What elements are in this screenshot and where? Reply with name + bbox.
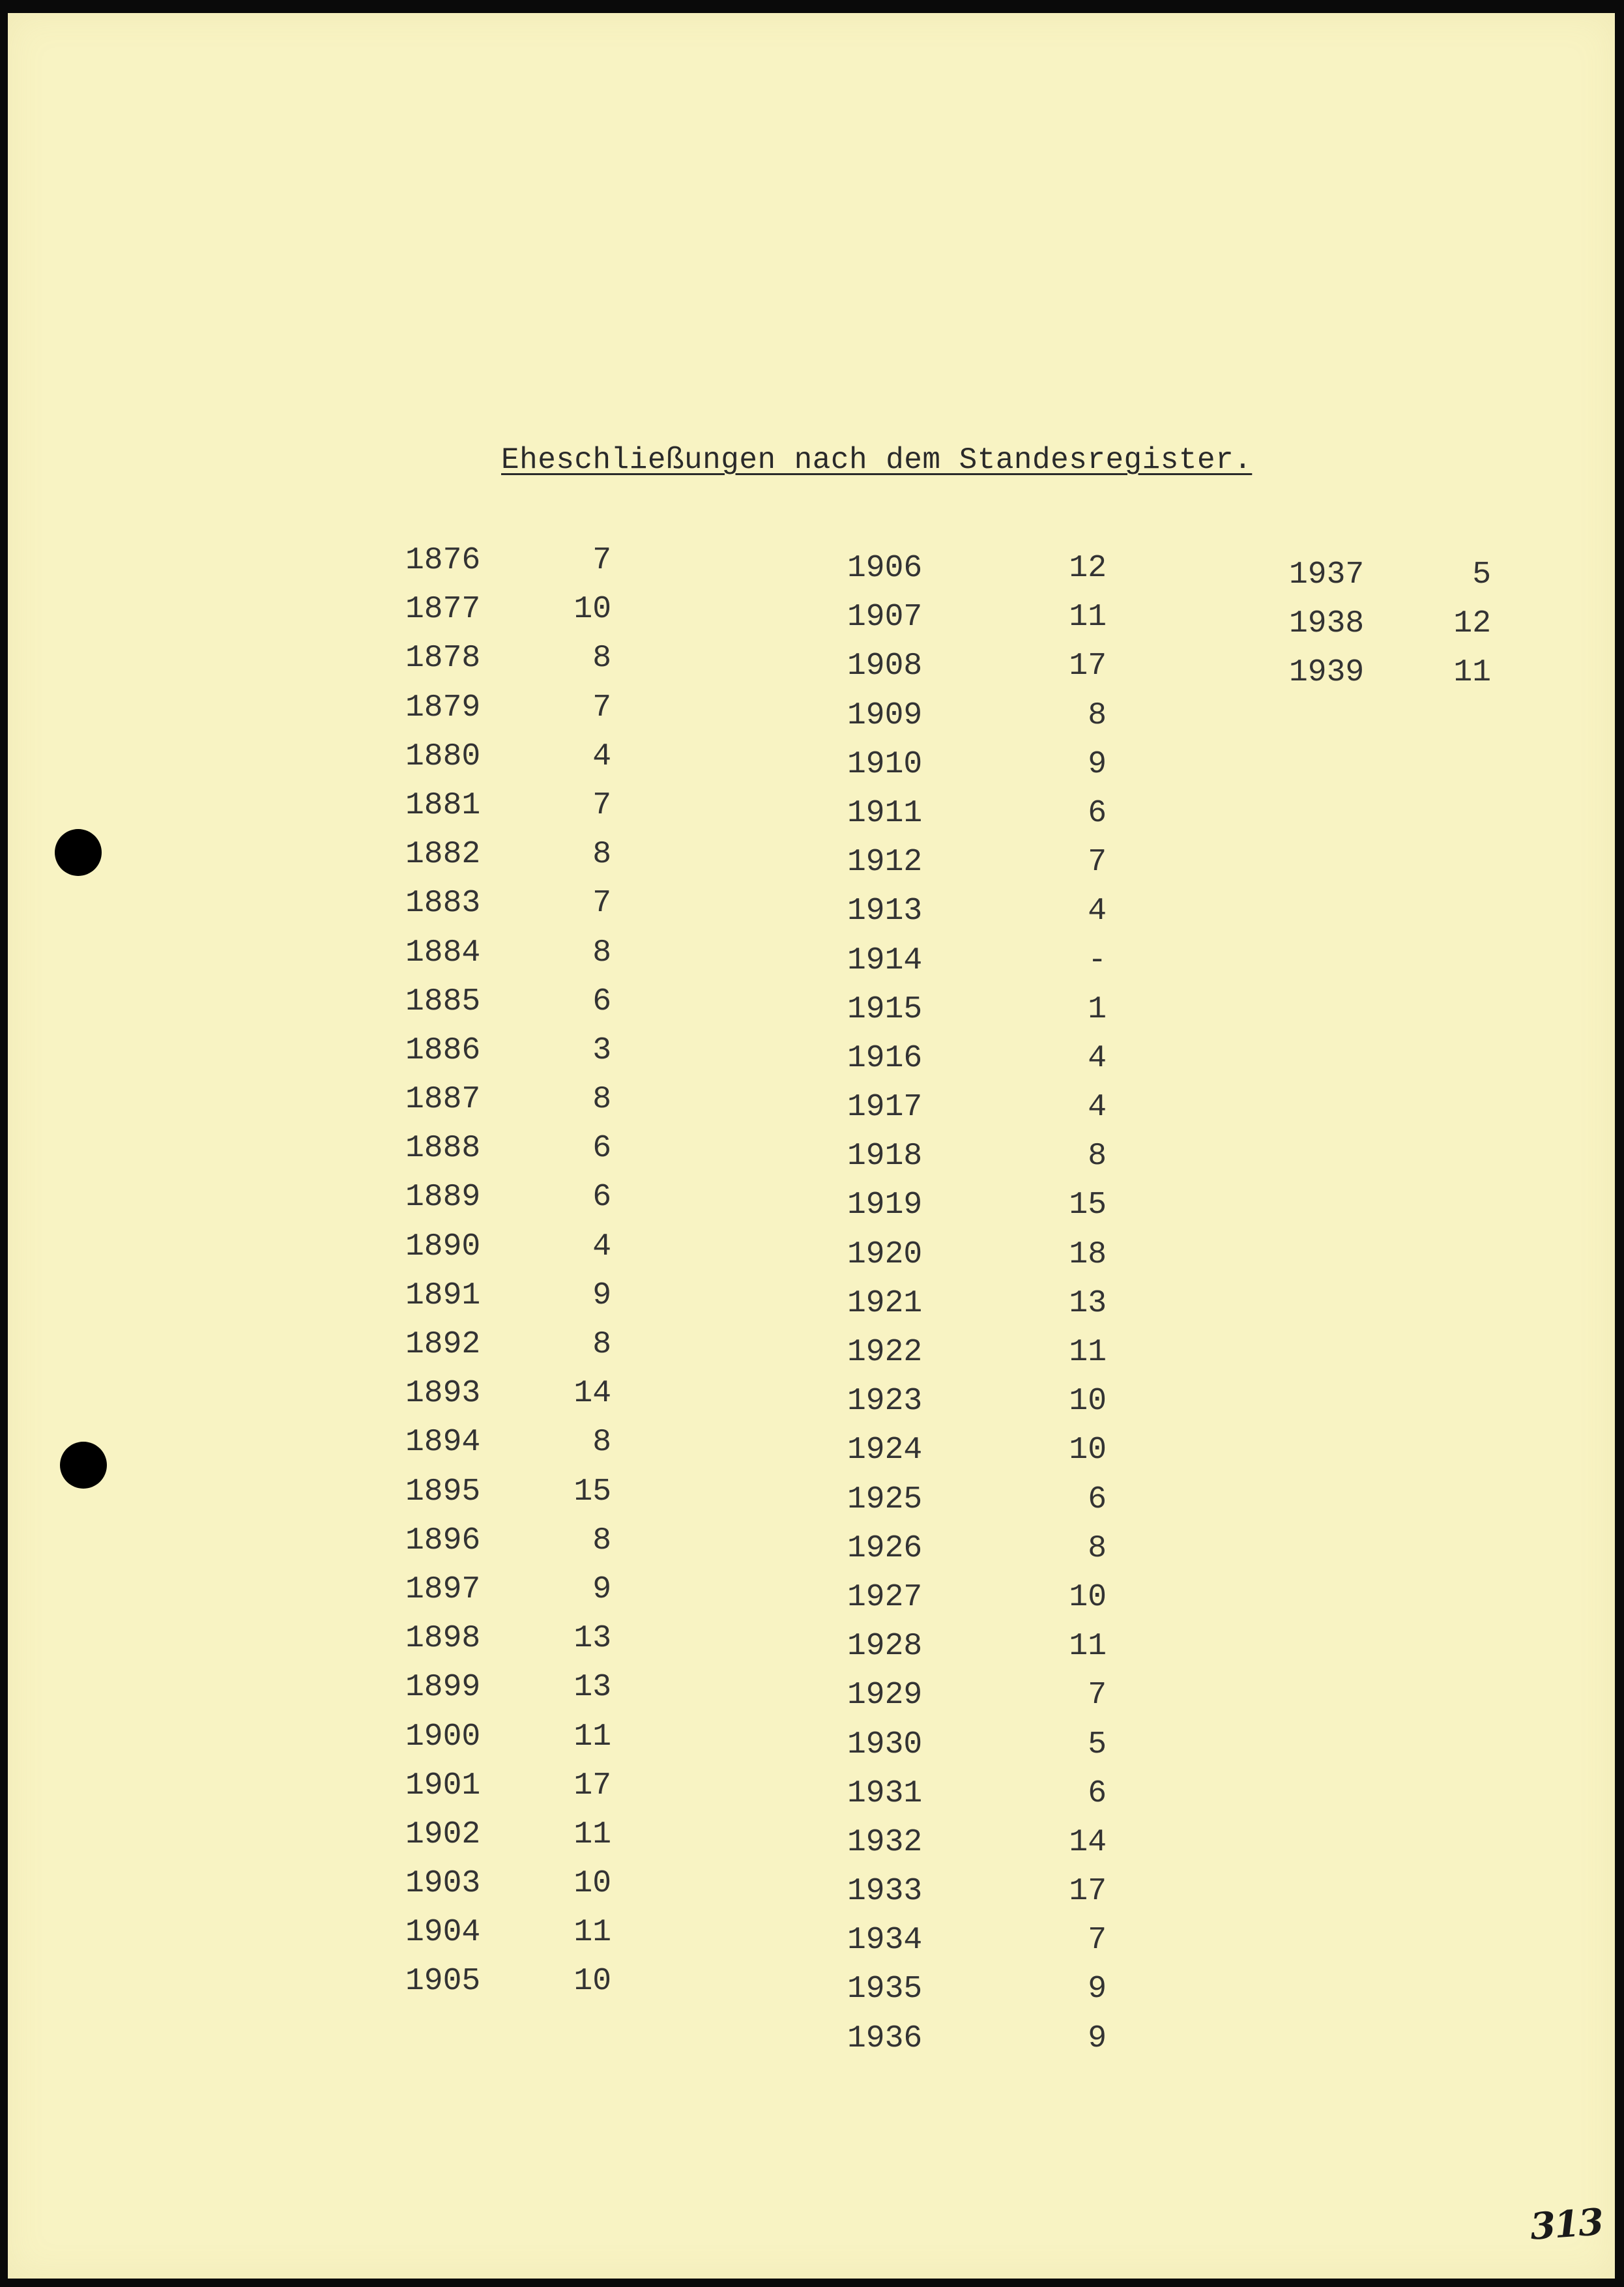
- year-cell: 1935: [847, 1972, 923, 2007]
- marriage-count-cell: 8: [1088, 697, 1107, 733]
- year-cell: 1912: [847, 845, 923, 881]
- year-cell: 1917: [847, 1090, 923, 1126]
- marriage-count-cell: 8: [592, 641, 611, 677]
- marriage-count-cell: 6: [592, 1180, 611, 1216]
- year-cell: 1915: [847, 991, 923, 1027]
- marriage-count-cell: 7: [592, 787, 611, 823]
- marriage-count-cell: 10: [1069, 1384, 1107, 1420]
- marriage-count-cell: 12: [1069, 551, 1107, 586]
- marriage-count-cell: 11: [573, 1816, 611, 1852]
- marriage-count-cell: 8: [592, 1522, 611, 1558]
- marriage-count-cell: 8: [1088, 1139, 1107, 1174]
- marriage-count-cell: 18: [1069, 1236, 1107, 1272]
- year-cell: 1927: [847, 1579, 923, 1615]
- year-cell: 1913: [847, 894, 923, 929]
- year-cell: 1898: [405, 1621, 481, 1657]
- year-cell: 1907: [847, 600, 923, 635]
- marriage-count-cell: 7: [592, 690, 611, 725]
- marriage-count-cell: 10: [1069, 1579, 1107, 1615]
- marriage-count-cell: 11: [1453, 655, 1491, 691]
- marriage-count-cell: 9: [1088, 746, 1107, 782]
- marriage-count-cell: 7: [592, 543, 611, 578]
- year-cell: 1939: [1289, 655, 1365, 691]
- year-cell: 1910: [847, 746, 923, 782]
- year-cell: 1919: [847, 1187, 923, 1223]
- year-cell: 1908: [847, 648, 923, 684]
- marriage-count-cell: 6: [1088, 1775, 1107, 1811]
- marriage-count-cell: 9: [592, 1571, 611, 1607]
- marriage-count-cell: 10: [573, 1964, 611, 2000]
- year-cell: 1938: [1289, 606, 1365, 642]
- marriage-count-cell: 6: [1088, 1481, 1107, 1517]
- year-cell: 1921: [847, 1285, 923, 1321]
- punch-hole: [60, 1442, 107, 1489]
- year-cell: 1888: [405, 1131, 481, 1167]
- year-cell: 1903: [405, 1866, 481, 1902]
- marriage-count-cell: 8: [592, 837, 611, 873]
- marriage-count-cell: 8: [592, 935, 611, 970]
- year-cell: 1905: [405, 1964, 481, 2000]
- year-cell: 1891: [405, 1277, 481, 1313]
- marriage-count-cell: 4: [592, 1229, 611, 1264]
- marriage-count-cell: 5: [1088, 1726, 1107, 1762]
- marriage-count-cell: 6: [592, 983, 611, 1019]
- year-cell: 1895: [405, 1474, 481, 1509]
- year-cell: 1933: [847, 1874, 923, 1910]
- year-cell: 1904: [405, 1915, 481, 1951]
- year-cell: 1934: [847, 1923, 923, 1959]
- year-cell: 1894: [405, 1425, 481, 1461]
- marriage-count-cell: 10: [1069, 1433, 1107, 1468]
- year-cell: 1884: [405, 935, 481, 970]
- marriage-count-cell: 9: [1088, 1972, 1107, 2007]
- year-cell: 1883: [405, 886, 481, 922]
- marriage-count-cell: 7: [1088, 845, 1107, 881]
- year-cell: 1877: [405, 592, 481, 628]
- year-cell: 1916: [847, 1040, 923, 1076]
- year-cell: 1924: [847, 1433, 923, 1468]
- year-cell: 1918: [847, 1139, 923, 1174]
- year-cell: 1876: [405, 543, 481, 578]
- marriage-count-cell: 17: [1069, 648, 1107, 684]
- year-cell: 1889: [405, 1180, 481, 1216]
- document-title: Eheschließungen nach dem Standesregister.: [501, 443, 1253, 477]
- year-cell: 1896: [405, 1522, 481, 1558]
- year-cell: 1880: [405, 738, 481, 774]
- marriage-count-cell: 13: [1069, 1285, 1107, 1321]
- marriage-count-cell: 15: [1069, 1187, 1107, 1223]
- year-cell: 1902: [405, 1816, 481, 1852]
- document-page: [8, 13, 1615, 2279]
- marriage-count-cell: 6: [592, 1131, 611, 1167]
- year-cell: 1920: [847, 1236, 923, 1272]
- year-cell: 1879: [405, 690, 481, 725]
- marriage-count-cell: 4: [592, 738, 611, 774]
- marriage-count-cell: 12: [1453, 606, 1491, 642]
- year-cell: 1930: [847, 1726, 923, 1762]
- marriage-count-cell: 13: [573, 1670, 611, 1706]
- marriage-count-cell: 13: [573, 1621, 611, 1657]
- marriage-count-cell: 8: [592, 1082, 611, 1118]
- year-cell: 1881: [405, 787, 481, 823]
- marriage-count-cell: -: [1088, 942, 1107, 978]
- year-cell: 1893: [405, 1376, 481, 1412]
- year-cell: 1923: [847, 1384, 923, 1420]
- year-cell: 1931: [847, 1775, 923, 1811]
- year-cell: 1906: [847, 551, 923, 586]
- marriage-count-cell: 17: [573, 1768, 611, 1803]
- marriage-count-cell: 9: [1088, 2020, 1107, 2056]
- marriage-count-cell: 15: [573, 1474, 611, 1509]
- year-cell: 1885: [405, 983, 481, 1019]
- marriage-count-cell: 4: [1088, 894, 1107, 929]
- marriage-count-cell: 1: [1088, 991, 1107, 1027]
- year-cell: 1878: [405, 641, 481, 677]
- punch-hole: [55, 829, 102, 876]
- year-cell: 1886: [405, 1032, 481, 1068]
- year-cell: 1892: [405, 1327, 481, 1362]
- year-cell: 1932: [847, 1824, 923, 1860]
- marriage-count-cell: 10: [573, 1866, 611, 1902]
- year-cell: 1909: [847, 697, 923, 733]
- year-cell: 1899: [405, 1670, 481, 1706]
- marriage-count-cell: 8: [1088, 1530, 1107, 1566]
- marriage-count-cell: 11: [1069, 1629, 1107, 1665]
- year-cell: 1890: [405, 1229, 481, 1264]
- year-cell: 1929: [847, 1678, 923, 1713]
- marriage-count-cell: 10: [573, 592, 611, 628]
- marriage-count-cell: 14: [1069, 1824, 1107, 1860]
- year-cell: 1882: [405, 837, 481, 873]
- marriage-count-cell: 9: [592, 1277, 611, 1313]
- marriage-count-cell: 11: [573, 1719, 611, 1755]
- year-cell: 1922: [847, 1335, 923, 1370]
- year-cell: 1914: [847, 942, 923, 978]
- marriage-count-cell: 4: [1088, 1090, 1107, 1126]
- year-cell: 1936: [847, 2020, 923, 2056]
- marriage-count-cell: 6: [1088, 795, 1107, 831]
- page-number: 313: [1528, 2200, 1604, 2249]
- year-cell: 1925: [847, 1481, 923, 1517]
- marriage-count-cell: 8: [592, 1327, 611, 1362]
- year-cell: 1897: [405, 1571, 481, 1607]
- marriage-count-cell: 7: [1088, 1923, 1107, 1959]
- marriage-count-cell: 7: [592, 886, 611, 922]
- marriage-count-cell: 11: [1069, 600, 1107, 635]
- year-cell: 1900: [405, 1719, 481, 1755]
- marriage-count-cell: 4: [1088, 1040, 1107, 1076]
- marriage-count-cell: 7: [1088, 1678, 1107, 1713]
- year-cell: 1911: [847, 795, 923, 831]
- marriage-count-cell: 14: [573, 1376, 611, 1412]
- year-cell: 1887: [405, 1082, 481, 1118]
- marriage-count-cell: 8: [592, 1425, 611, 1461]
- marriage-count-cell: 3: [592, 1032, 611, 1068]
- marriage-count-cell: 11: [573, 1915, 611, 1951]
- year-cell: 1937: [1289, 557, 1365, 592]
- year-cell: 1901: [405, 1768, 481, 1803]
- year-cell: 1926: [847, 1530, 923, 1566]
- marriage-count-cell: 5: [1472, 557, 1491, 592]
- marriage-count-cell: 11: [1069, 1335, 1107, 1370]
- marriage-count-cell: 17: [1069, 1874, 1107, 1910]
- year-cell: 1928: [847, 1629, 923, 1665]
